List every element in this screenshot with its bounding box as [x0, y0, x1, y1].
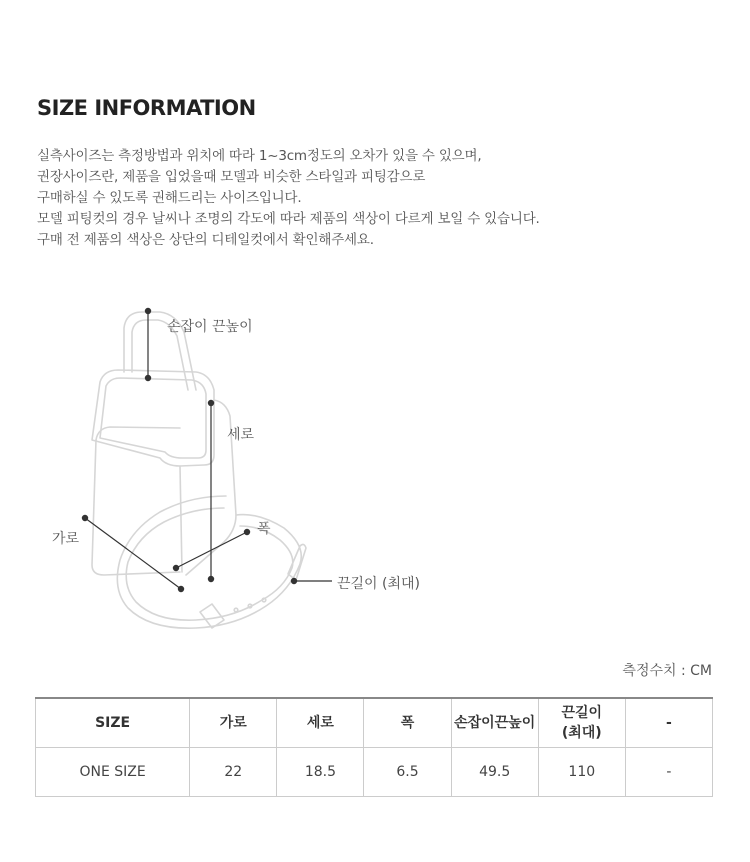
bag-outline: [92, 312, 306, 628]
bag-measurement-diagram: [0, 290, 750, 640]
header-strap-length: [538, 698, 625, 748]
header-height: 세로: [277, 698, 364, 748]
cell-width: 22: [190, 748, 277, 797]
table-header-row: [36, 698, 713, 748]
cell-extra: -: [625, 748, 712, 797]
cell-strap-length: 110: [538, 748, 625, 797]
header-extra: -: [625, 698, 712, 748]
notice-line: 모델 피팅컷의 경우 날씨나 조명의 각도에 따라 제품의 색상이 다르게 보일 수 있습니다.: [37, 211, 540, 227]
header-strap-line2: (최대): [561, 725, 602, 741]
cell-size: ONE SIZE: [36, 748, 190, 797]
header-width: 가로: [190, 698, 277, 748]
cell-height: 18.5: [277, 748, 364, 797]
depth-label: 폭: [257, 521, 271, 537]
page-title: SIZE INFORMATION: [37, 96, 256, 120]
width-line: [85, 518, 181, 589]
measure-point: [82, 515, 87, 520]
header-handle-height: 손잡이끈높이: [451, 698, 538, 748]
strap-hole: [234, 608, 238, 612]
width-label: 가로: [52, 531, 80, 547]
notice-line: 권장사이즈란, 제품을 입었을때 모델과 비슷한 스타일과 피팅감으로: [37, 169, 426, 185]
cell-handle-height: 49.5: [451, 748, 538, 797]
notice-line: 구매하실 수 있도록 권해드리는 사이즈입니다.: [37, 190, 302, 206]
unit-label: 측정수치 : CM: [622, 663, 712, 679]
bag-flap-bottom: [96, 427, 180, 440]
measure-point: [173, 565, 178, 570]
measure-point: [145, 375, 150, 380]
notice-line: 구매 전 제품의 색상은 상단의 디테일컷에서 확인해주세요.: [37, 232, 374, 248]
strap-length-label: 끈길이 (최대): [337, 576, 420, 592]
measure-point: [291, 578, 296, 583]
measure-lines: [82, 308, 332, 591]
header-strap-line1: 끈길이: [561, 705, 603, 721]
measure-point: [208, 576, 213, 581]
size-table: [35, 697, 713, 797]
measure-point: [208, 400, 213, 405]
bag-flap: [92, 370, 214, 466]
strap-hole: [262, 598, 266, 602]
header-depth: 폭: [364, 698, 451, 748]
table-row: [36, 748, 713, 797]
measure-point: [244, 529, 249, 534]
strap-buckle: [288, 544, 306, 580]
bag-body-front: [92, 440, 180, 575]
height-label: 세로: [227, 427, 255, 443]
bag-edge: [180, 466, 182, 572]
measure-point: [178, 586, 183, 591]
cell-depth: 6.5: [364, 748, 451, 797]
size-notice: [37, 146, 717, 251]
notice-line: 실측사이즈는 측정방법과 위치에 따라 1~3cm정도의 오차가 있을 수 있으며,: [37, 148, 482, 164]
handle-height-label: 손잡이 끈높이: [167, 319, 253, 335]
measure-point: [145, 308, 150, 313]
header-size: SIZE: [36, 698, 190, 748]
